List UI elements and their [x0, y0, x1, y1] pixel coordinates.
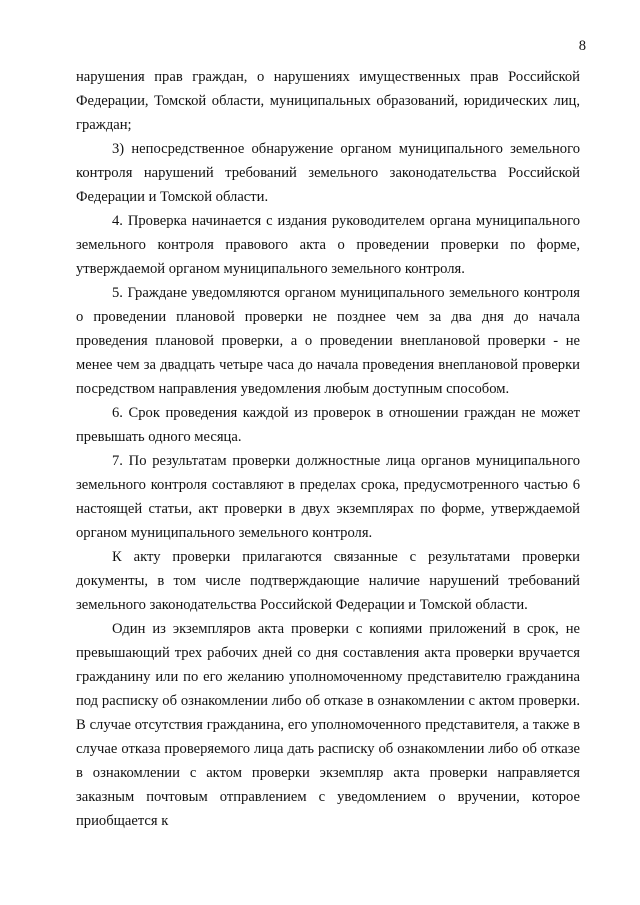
paragraph-item-3: 3) непосредственное обнаружение органом муниципального земельного контроля нарушений требований земельного законодательства Российской Федерации и Томской области. [76, 141, 580, 205]
paragraph-item-4: 4. Проверка начинается с издания руководителем органа муниципального земельного контроля правового акта о проведении проверки по форме, утверждаемой органом муниципального земельного контроля. [76, 213, 580, 277]
document-body [76, 65, 580, 833]
paragraph-item-5: 5. Граждане уведомляются органом муниципального земельного контроля о проведении плановой проверки не позднее чем за два дня до начала проведения плановой проверки, а о проведении внеплановой проверки - не менее чем за двадцать четыре часа до начала проведения внеплановой проверки посредством направления уведомления любым доступным способом. [76, 285, 580, 397]
paragraph-item-6: 6. Срок проведения каждой из проверок в отношении граждан не может превышать одного месяца. [76, 405, 580, 445]
page-number: 8 [578, 38, 586, 54]
paragraph-delivery: Один из экземпляров акта проверки с копиями приложений в срок, не превышающий трех рабочих дней со дня составления акта проверки вручается гражданину или по его желанию уполномоченному представителю гражданина под расписку об ознакомлении либо об отказе в ознакомлении с актом проверки. В случае отсутствия гражданина, его уполномоченного представителя, а также в случае отказа проверяемого лица дать расписку об ознакомлении либо об отказе в ознакомлении с актом проверки экземпляр акта проверки направляется заказным почтовым отправлением с уведомлением о вручении, которое приобщается к [76, 621, 580, 829]
paragraph-attachments: К акту проверки прилагаются связанные с результатами проверки документы, в том числе подтверждающие наличие нарушений требований земельного законодательства Российской Федерации и Томской области. [76, 549, 580, 613]
paragraph-continuation: нарушения прав граждан, о нарушениях имущественных прав Российской Федерации, Томской области, муниципальных образований, юридических лиц, граждан; [76, 69, 580, 133]
paragraph-item-7: 7. По результатам проверки должностные лица органов муниципального земельного контроля составляют в пределах срока, предусмотренного частью 6 настоящей статьи, акт проверки в двух экземплярах по форме, утверждаемой органом муниципального земельного контроля. [76, 453, 580, 541]
